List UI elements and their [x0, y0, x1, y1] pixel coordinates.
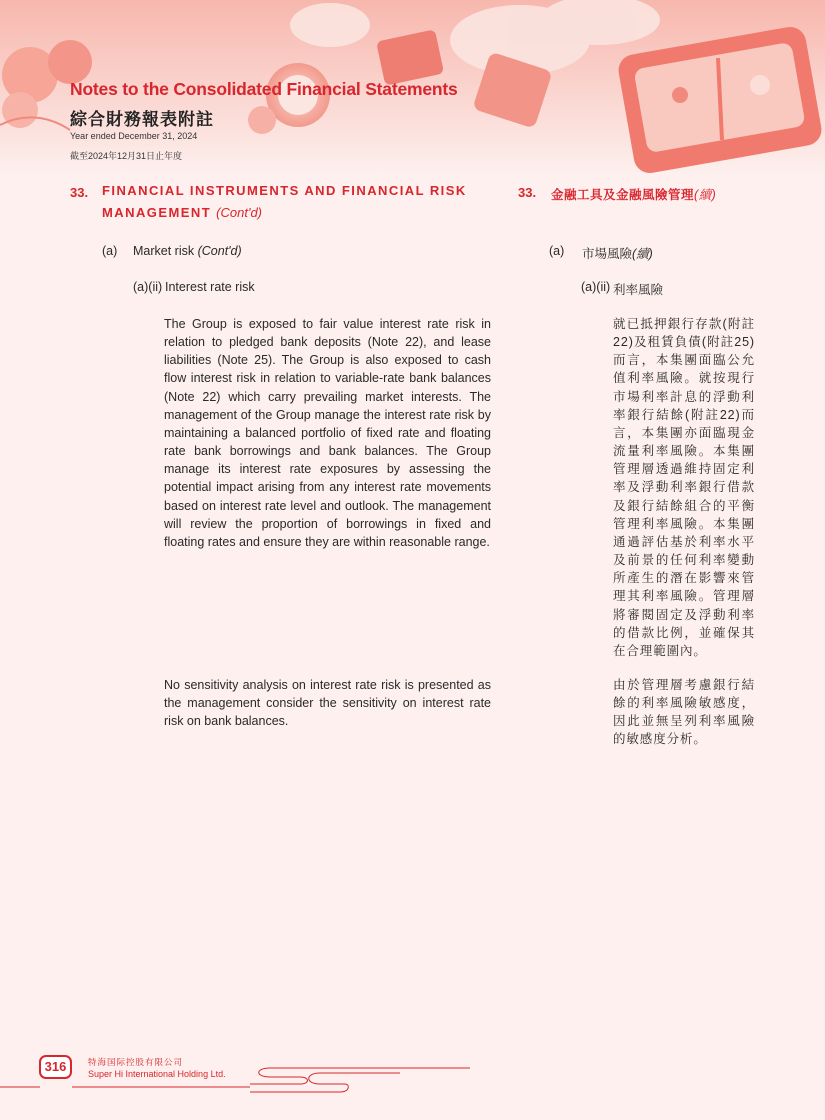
- body-paragraph-2-zh: 由於管理層考慮銀行結餘的利率風險敏感度，因此並無呈列利率風險的敏感度分析。: [613, 678, 755, 747]
- subsection-a-title: [133, 244, 242, 258]
- body-paragraph-2: No sensitivity analysis on interest rate risk is presented as the management consider the sensitivity on interest rate risk on bank balances.: [164, 678, 491, 729]
- subsection-a-label: (a): [102, 244, 118, 258]
- subsection-a-title-text: Market risk: [133, 244, 195, 258]
- section-contd-zh: (續): [694, 188, 717, 202]
- subsection-a-contd-zh: (續): [632, 247, 653, 261]
- subsection-a-contd: (Cont'd): [197, 244, 242, 258]
- body-paragraph-1: The Group is exposed to fair value interest rate risk in relation to pledged bank deposits (Note 22), and lease liabilities (Note 25). The Group is also exposed to cash flow interest risk in relation to variable-rate bank balances (Note 22) which carry prevailing market interests. The management of the Group manage the interest rate risk by maintaining a balanced portfolio of fixed rate and floating rate bank borrowings and bank balances. The Group manage its interest rate exposures by assessing the potential impact arising from any interest rate movements based on interest rate level and outlook. The management will review the proportion of borrowings in fixed and floating rates and ensure they are within reasonable range.: [164, 317, 491, 549]
- section-number-zh: 33.: [518, 185, 537, 200]
- subsection-a-title-zh: [582, 244, 653, 262]
- period-label: Year ended December 31, 2024: [70, 131, 198, 141]
- section-title-word: MANAGEMENT: [102, 205, 212, 220]
- subsection-a-label-zh: (a): [549, 244, 565, 258]
- section-title-zh: [551, 185, 716, 203]
- section-title-zh-text: 金融工具及金融風險管理: [551, 188, 695, 202]
- section-title-line2: [102, 202, 494, 224]
- section-number: 33.: [70, 185, 89, 200]
- page-header-title: Notes to the Consolidated Financial Statements: [70, 79, 458, 99]
- section-title-line1: FINANCIAL INSTRUMENTS AND FINANCIAL RISK: [102, 183, 467, 198]
- subsection-aii-label: (a)(ii): [133, 280, 163, 294]
- subsection-aii-title: Interest rate risk: [165, 280, 255, 294]
- subsection-aii-label-zh: (a)(ii): [581, 280, 611, 294]
- company-name: Super Hi International Holding Ltd.: [88, 1069, 226, 1079]
- period-label-zh: 截至2024年12月31日止年度: [70, 151, 183, 161]
- subsection-a-title-zh-text: 市場風險: [582, 247, 633, 261]
- subsection-aii-title-zh: 利率風險: [613, 283, 664, 297]
- body-paragraph-1-zh: 就已抵押銀行存款(附註22)及租賃負債(附註25)而言，本集團面臨公允值利率風險。就按現行市場利率計息的浮動利率銀行結餘(附註22)而言，本集團亦面臨現金流量利率風險。本集團管理層透過維持固定利率及浮動利率銀行借款及銀行結餘組合的平衡管理利率風險。本集團通過評估基於利率水平及前景的任何利率變動所產生的潛在影響來管理其利率風險。管理層將審閱固定及浮動利率的借款比例，並確保其在合理範圍內。: [613, 317, 755, 658]
- section-title: [102, 180, 494, 224]
- page-header-title-zh: 綜合財務報表附註: [70, 110, 214, 129]
- footer-decoration: [0, 1040, 825, 1120]
- company-name-zh: 特海国际控股有限公司: [88, 1057, 184, 1067]
- section-contd: (Cont'd): [216, 205, 263, 220]
- page-number: 316: [39, 1055, 72, 1079]
